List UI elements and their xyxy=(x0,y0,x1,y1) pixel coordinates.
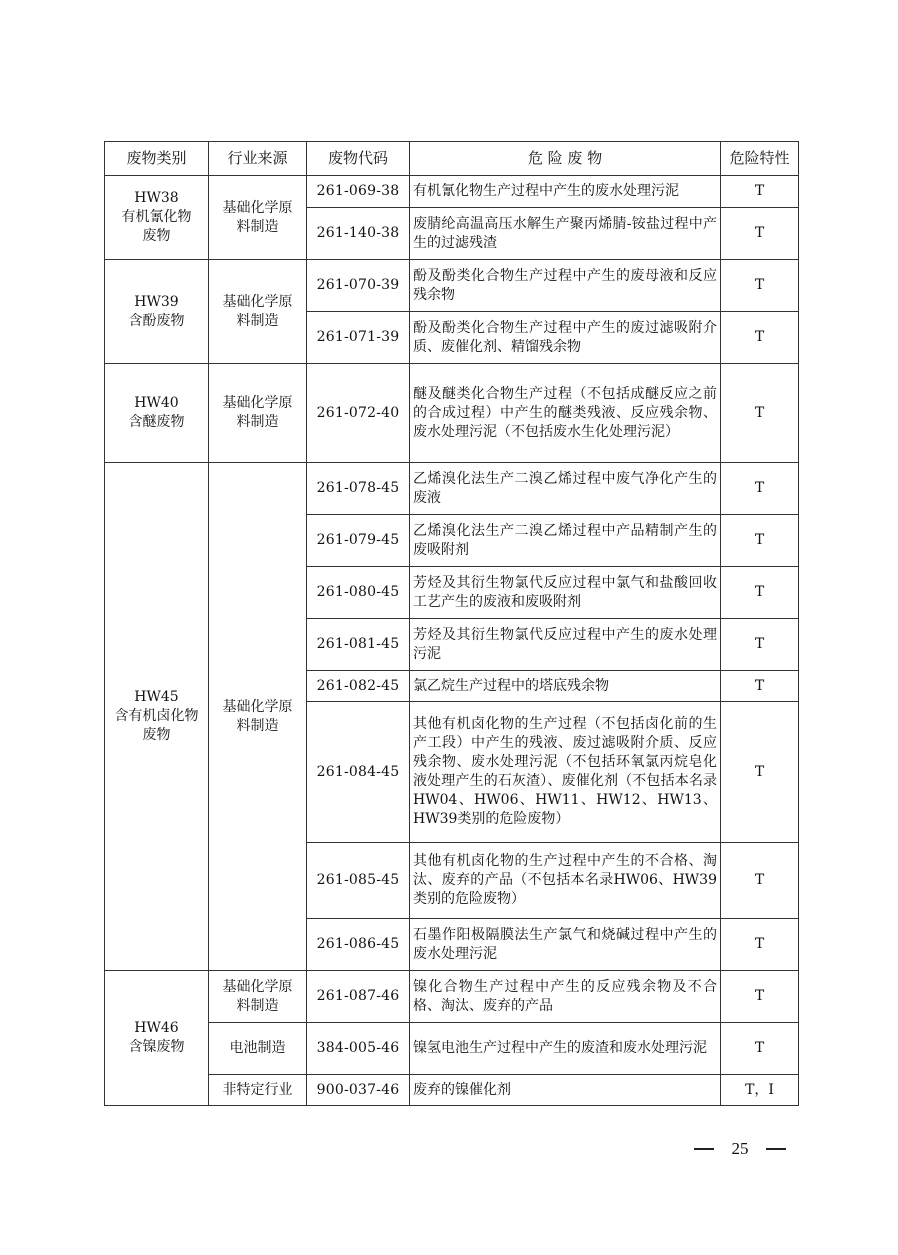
table-row xyxy=(105,364,799,463)
hazardous-waste-description-cell: 有机氰化物生产过程中产生的废水处理污泥 xyxy=(410,176,721,208)
hazardous-waste-description-cell: 酚及酚类化合物生产过程中产生的废母液和反应残余物 xyxy=(410,260,721,312)
hazardous-waste-description-cell: 氯乙烷生产过程中的塔底残余物 xyxy=(410,671,721,702)
industry-source-line: 料制造 xyxy=(236,312,279,329)
hazard-property-cell: T xyxy=(721,176,799,208)
hazardous-waste-description-cell: 废腈纶高温高压水解生产聚丙烯腈-铵盐过程中产生的过滤残渣 xyxy=(410,208,721,260)
table-row xyxy=(105,463,799,515)
table-row xyxy=(105,971,799,1023)
page-footer xyxy=(694,1137,786,1161)
waste-category-line: HW45 xyxy=(134,689,179,705)
waste-code-cell: 261-081-45 xyxy=(307,619,410,671)
hazardous-waste-description-cell: 乙烯溴化法生产二溴乙烯过程中废气净化产生的废液 xyxy=(410,463,721,515)
industry-source-cell xyxy=(209,1023,307,1075)
page-number: 25 xyxy=(731,1139,749,1158)
industry-source-cell xyxy=(209,971,307,1023)
hazardous-waste-description-cell: 其他有机卤化物的生产过程（不包括卤化前的生产工段）中产生的残液、废过滤吸附介质、反应残余物、废水处理污泥（不包括环氧氯丙烷皂化液处理产生的石灰渣）、废催化剂（不包括本名录HW04、HW06、HW11、HW12、HW13、HW39类别的危险废物） xyxy=(410,702,721,843)
waste-category-cell xyxy=(105,176,209,260)
hazard-property-cell: T xyxy=(721,463,799,515)
hazard-property-cell: T xyxy=(721,671,799,702)
table-row xyxy=(105,176,799,208)
hazard-property-cell: T xyxy=(721,971,799,1023)
hazardous-waste-description-cell: 废弃的镍催化剂 xyxy=(410,1075,721,1106)
hazard-property-cell: T xyxy=(721,312,799,364)
header-hazardous-waste: 危 险 废 物 xyxy=(410,142,721,176)
waste-category-line: 含有机卤化物 xyxy=(114,708,199,724)
hazardous-waste-description-cell: 乙烯溴化法生产二溴乙烯过程中产品精制产生的废吸附剂 xyxy=(410,515,721,567)
waste-code-cell: 261-079-45 xyxy=(307,515,410,567)
waste-category-line: 含酚废物 xyxy=(128,312,185,329)
waste-category-cell xyxy=(105,463,209,971)
hazardous-waste-description-cell: 醚及醚类化合物生产过程（不包括成醚反应之前的合成过程）中产生的醚类残液、反应残余物、废水处理污泥（不包括废水生化处理污泥） xyxy=(410,364,721,463)
hazard-property-cell: T xyxy=(721,1023,799,1075)
hazard-property-cell: T xyxy=(721,208,799,260)
waste-code-cell: 261-087-46 xyxy=(307,971,410,1023)
footer-dash-left xyxy=(694,1148,714,1150)
header-industry-source: 行业来源 xyxy=(209,142,307,176)
industry-source-cell xyxy=(209,463,307,971)
waste-category-cell xyxy=(105,364,209,463)
hazardous-waste-description-cell: 酚及酚类化合物生产过程中产生的废过滤吸附介质、废催化剂、精馏残余物 xyxy=(410,312,721,364)
waste-code-cell: 261-084-45 xyxy=(307,702,410,843)
header-waste-code: 废物代码 xyxy=(307,142,410,176)
hazardous-waste-description-cell: 石墨作阳极隔膜法生产氯气和烧碱过程中产生的废水处理污泥 xyxy=(410,919,721,971)
footer-dash-right xyxy=(766,1148,786,1150)
waste-category-line: 含镍废物 xyxy=(128,1039,185,1055)
industry-source-line: 基础化学原 xyxy=(222,698,293,715)
industry-source-line: 基础化学原 xyxy=(222,395,293,411)
industry-source-cell xyxy=(209,260,307,364)
waste-category-line: HW40 xyxy=(134,395,179,411)
waste-category-cell xyxy=(105,971,209,1106)
industry-source-line: 料制造 xyxy=(236,717,279,734)
hazard-property-cell: T xyxy=(721,260,799,312)
hazard-property-cell: T xyxy=(721,619,799,671)
waste-code-cell: 261-078-45 xyxy=(307,463,410,515)
hazard-property-cell: T，I xyxy=(721,1075,799,1106)
waste-category-line: 含醚废物 xyxy=(128,414,185,430)
waste-code-cell: 261-140-38 xyxy=(307,208,410,260)
header-waste-category: 废物类别 xyxy=(105,142,209,176)
waste-category-line: 废物 xyxy=(142,727,171,743)
table-row xyxy=(105,260,799,312)
hazard-property-cell: T xyxy=(721,702,799,843)
waste-category-line: HW38 xyxy=(134,190,179,206)
waste-code-cell: 261-080-45 xyxy=(307,567,410,619)
hazard-property-cell: T xyxy=(721,515,799,567)
hazardous-waste-description-cell: 芳烃及其衍生物氯代反应过程中产生的废水处理污泥 xyxy=(410,619,721,671)
waste-code-cell: 261-086-45 xyxy=(307,919,410,971)
industry-source-cell xyxy=(209,364,307,463)
hazard-property-cell: T xyxy=(721,843,799,919)
hazard-property-cell: T xyxy=(721,919,799,971)
waste-code-cell: 261-071-39 xyxy=(307,312,410,364)
waste-category-line: HW39 xyxy=(134,293,179,310)
industry-source-line: 基础化学原 xyxy=(222,978,293,995)
waste-category-line: HW46 xyxy=(134,1020,179,1036)
industry-source-line: 料制造 xyxy=(236,218,279,235)
hazardous-waste-description-cell: 镍氢电池生产过程中产生的废渣和废水处理污泥 xyxy=(410,1023,721,1075)
industry-source-line: 基础化学原 xyxy=(222,199,293,216)
waste-code-cell: 261-069-38 xyxy=(307,176,410,208)
waste-code-cell: 900-037-46 xyxy=(307,1075,410,1106)
waste-code-cell: 261-085-45 xyxy=(307,843,410,919)
industry-source-cell xyxy=(209,176,307,260)
industry-source-line: 基础化学原 xyxy=(222,293,293,310)
waste-code-cell: 261-072-40 xyxy=(307,364,410,463)
table-header-row xyxy=(105,142,799,176)
hazardous-waste-description-cell: 镍化合物生产过程中产生的反应残余物及不合格、淘汰、废弃的产品 xyxy=(410,971,721,1023)
table-row xyxy=(105,1075,799,1106)
waste-code-cell: 261-070-39 xyxy=(307,260,410,312)
industry-source-line: 非特定行业 xyxy=(222,1081,293,1098)
industry-source-line: 料制造 xyxy=(236,997,279,1014)
waste-code-cell: 384-005-46 xyxy=(307,1023,410,1075)
hazardous-waste-description-cell: 其他有机卤化物的生产过程中产生的不合格、淘汰、废弃的产品（不包括本名录HW06、HW39类别的危险废物） xyxy=(410,843,721,919)
hazardous-waste-description-cell: 芳烃及其衍生物氯代反应过程中氯气和盐酸回收工艺产生的废液和废吸附剂 xyxy=(410,567,721,619)
industry-source-cell xyxy=(209,1075,307,1106)
waste-code-cell: 261-082-45 xyxy=(307,671,410,702)
table-body xyxy=(105,176,799,1106)
table-row xyxy=(105,1023,799,1075)
industry-source-line: 电池制造 xyxy=(229,1040,286,1056)
hazard-property-cell: T xyxy=(721,364,799,463)
hazardous-waste-table xyxy=(104,141,799,1106)
waste-category-line: 废物 xyxy=(142,228,171,244)
header-hazard-property: 危险特性 xyxy=(721,142,799,176)
waste-category-line: 有机氰化物 xyxy=(121,209,192,225)
industry-source-line: 料制造 xyxy=(236,414,279,430)
waste-category-cell xyxy=(105,260,209,364)
hazard-property-cell: T xyxy=(721,567,799,619)
